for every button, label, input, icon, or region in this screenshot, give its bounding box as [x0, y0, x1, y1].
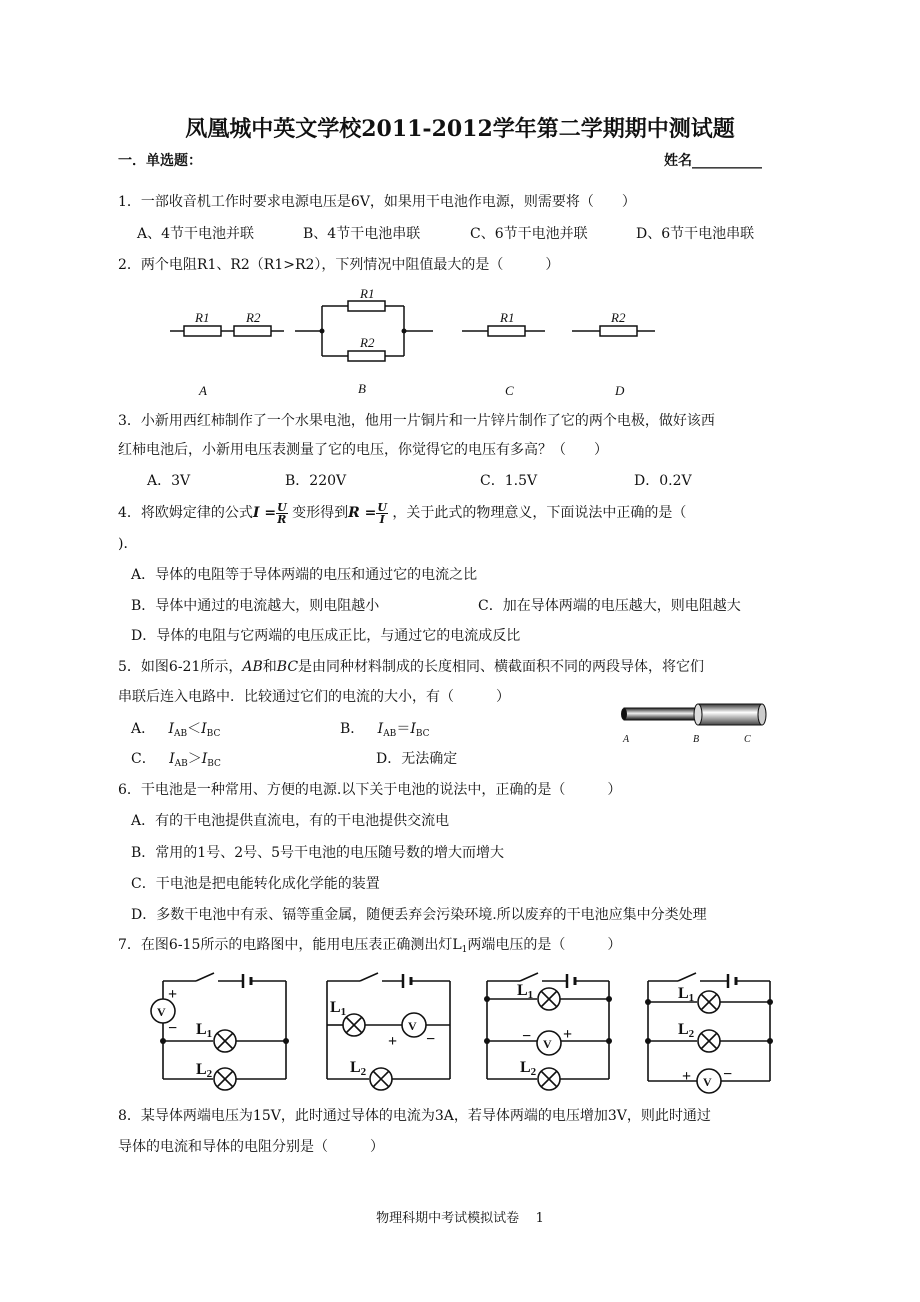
- q3-option-a: A．3V: [147, 473, 191, 489]
- voltmeter-label: V: [543, 1037, 552, 1051]
- fig-label-d: D: [615, 383, 625, 398]
- q1-option-c: C、6节干电池并联: [470, 226, 588, 242]
- q3-line2: 红柿电池后，小新用电压表测量了它的电压，你觉得它的电压有多高？（ ）: [118, 442, 608, 458]
- fig-a-r1-label: R1: [195, 310, 210, 325]
- fig-label-c: C: [505, 383, 514, 398]
- q4-pre: 4．将欧姆定律的公式: [118, 505, 253, 521]
- q6-option-b: B．常用的1号、2号、5号干电池的电压随号数的增大而增大: [131, 845, 505, 861]
- fig-d-r2-label: R2: [611, 310, 626, 325]
- page-title: 凤凰城中英文学校2011-2012学年第二学期期中测试题: [185, 116, 735, 142]
- q5-option-b: B． $I_{AB}=I_{BC}$: [340, 721, 430, 739]
- formula2-lhs: R =: [348, 505, 377, 521]
- footer-text: 物理科期中考试模拟试卷: [376, 1211, 520, 1226]
- minus-sign: −: [426, 1031, 436, 1048]
- plus-sign: +: [388, 1033, 398, 1050]
- q3-option-c: C．1.5V: [480, 473, 538, 489]
- q6-option-d: D．多数干电池中有汞、镉等重金属，随便丢弃会污染环境.所以废弃的干电池应集中分类处理: [131, 907, 707, 923]
- q4-option-d: D．导体的电阻与它两端的电压成正比，与通过它的电流成反比: [131, 628, 521, 644]
- lamp-label: L1: [678, 985, 695, 1004]
- plus-sign: +: [168, 986, 178, 1003]
- q8-line2: 导体的电流和导体的电阻分别是（ ）: [118, 1139, 384, 1155]
- q3-option-b: B．220V: [285, 473, 347, 489]
- fig-label-a: A: [199, 383, 207, 398]
- q6-option-a: A．有的干电池提供直流电，有的干电池提供交流电: [131, 813, 450, 829]
- page-footer: [0, 1207, 920, 1226]
- q7-stem: 7．在图6-15所示的电路图中，能用电压表正确测出灯$L_1$两端电压的是（ ）: [118, 937, 622, 955]
- plus-sign: +: [563, 1026, 573, 1043]
- voltmeter-label: V: [157, 1005, 166, 1019]
- q5-line2: 串联后连入电路中．比较通过它们的电流的大小，有（ ）: [118, 689, 510, 705]
- voltmeter-label: V: [408, 1019, 417, 1033]
- q5-option-a: A． $I_{AB}<I_{BC}$: [131, 721, 221, 739]
- section-heading: 一．单选题：: [118, 153, 202, 169]
- page-number: 1: [535, 1211, 544, 1226]
- fig-c-r1-label: R1: [500, 310, 515, 325]
- q4-option-b: B．导体中通过的电流越大，则电阻越小: [131, 598, 380, 614]
- minus-sign: −: [522, 1028, 532, 1045]
- lamp-label: L1: [330, 999, 347, 1018]
- q1-option-b: B、4节干电池串联: [303, 226, 421, 242]
- name-blank: __________: [692, 153, 762, 169]
- q1-option-a: A、4节干电池并联: [137, 226, 255, 242]
- lamp-label: L2: [350, 1059, 367, 1078]
- fig-a-r2-label: R2: [246, 310, 261, 325]
- q3-line1: 3．小新用西红柿制作了一个水果电池，他用一片铜片和一片锌片制作了它的两个电极，做好该西: [118, 413, 715, 429]
- formula1-lhs: I =: [252, 505, 277, 521]
- q8-line1: 8．某导体两端电压为15V，此时通过导体的电流为3A，若导体两端的电压增加3V，则此时通过: [118, 1108, 711, 1124]
- lamp-label: L2: [196, 1061, 213, 1080]
- q4-option-c: C．加在导体两端的电压越大，则电阻越大: [478, 598, 741, 614]
- q1-stem: 1．一部收音机工作时要求电源电压是6V，如果用干电池作电源，则需要将（ ）: [118, 194, 636, 210]
- voltmeter-label: V: [703, 1075, 712, 1089]
- minus-sign: −: [168, 1020, 178, 1037]
- q1-option-d: D、6节干电池串联: [636, 226, 755, 242]
- lamp-label: L2: [520, 1059, 537, 1078]
- q5-option-c: C． $I_{AB}>I_{BC}$: [131, 751, 221, 769]
- formula1-fraction: $\frac{U}{R}$: [277, 500, 287, 526]
- name-label: 姓名: [664, 153, 692, 169]
- fig-label-c: C: [744, 734, 751, 745]
- q6-option-c: C．干电池是把电能转化成化学能的装置: [131, 876, 380, 892]
- q5-option-d: D．无法确定: [376, 751, 458, 767]
- q4-line2: )．: [118, 536, 138, 552]
- q4-mid: 变形得到: [292, 505, 349, 521]
- lamp-label: L2: [678, 1021, 695, 1040]
- fig-b-r1-label: R1: [360, 286, 375, 301]
- q5-line1: 5．如图6-21所示，AB和BC是由同种材料制成的长度相同、横截面积不同的两段导体，将它们: [118, 659, 705, 675]
- fig-label-b: B: [693, 734, 700, 745]
- q2-stem: 2．两个电阻R1、R2（R1>R2），下列情况中阻值最大的是（ ）: [118, 257, 560, 273]
- minus-sign: −: [723, 1066, 733, 1083]
- fig-b-r2-label: R2: [360, 335, 375, 350]
- fig-label-a: A: [623, 734, 630, 745]
- q4-option-a: A．导体的电阻等于导体两端的电压和通过它的电流之比: [131, 567, 478, 583]
- formula2-fraction: $\frac{U}{I}$: [377, 500, 387, 526]
- plus-sign: +: [682, 1068, 692, 1085]
- q3-option-d: D．0.2V: [634, 473, 692, 489]
- lamp-label: L1: [196, 1021, 213, 1040]
- lamp-label: L1: [517, 982, 534, 1001]
- q6-stem: 6．干电池是一种常用、方便的电源.以下关于电池的说法中，正确的是（ ）: [118, 782, 622, 798]
- q4-post: ，关于此式的物理意义，下面说法中正确的是（: [392, 505, 687, 521]
- fig-label-b: B: [358, 381, 366, 396]
